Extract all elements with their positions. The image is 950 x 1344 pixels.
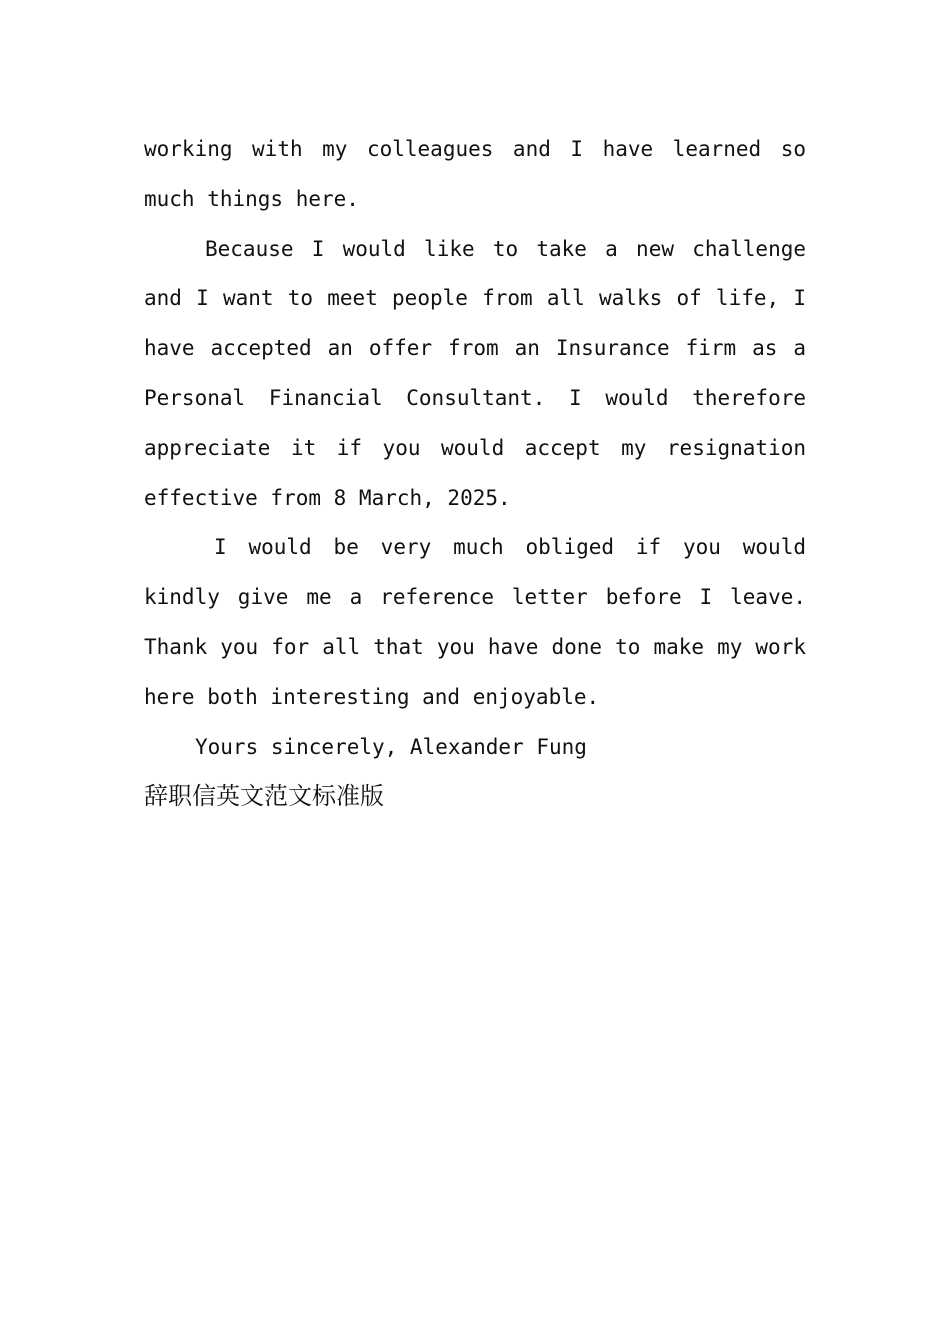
closing-signature: Yours sincerely, Alexander Fung — [195, 734, 587, 759]
document-footer-title: 辞职信英文范文标准版 — [144, 782, 384, 811]
paragraph-new-challenge: Because I would like to take a new challenge and I want to meet people from all walks of life, I have accepted an offer from an Insurance firm as a Personal Financial Consultant. I would therefore appreciate it if you would accept my resignation effective from 8 March, 2025. — [144, 236, 806, 510]
letter-body — [144, 125, 806, 822]
paragraph-reference-request: I would be very much obliged if you would kindly give me a reference letter before I leave. Thank you for all that you have done to make my work here both interesting and enjoyable. — [144, 535, 806, 709]
paragraph-continuation: working with my colleagues and I have learned so much things here. — [144, 137, 806, 211]
